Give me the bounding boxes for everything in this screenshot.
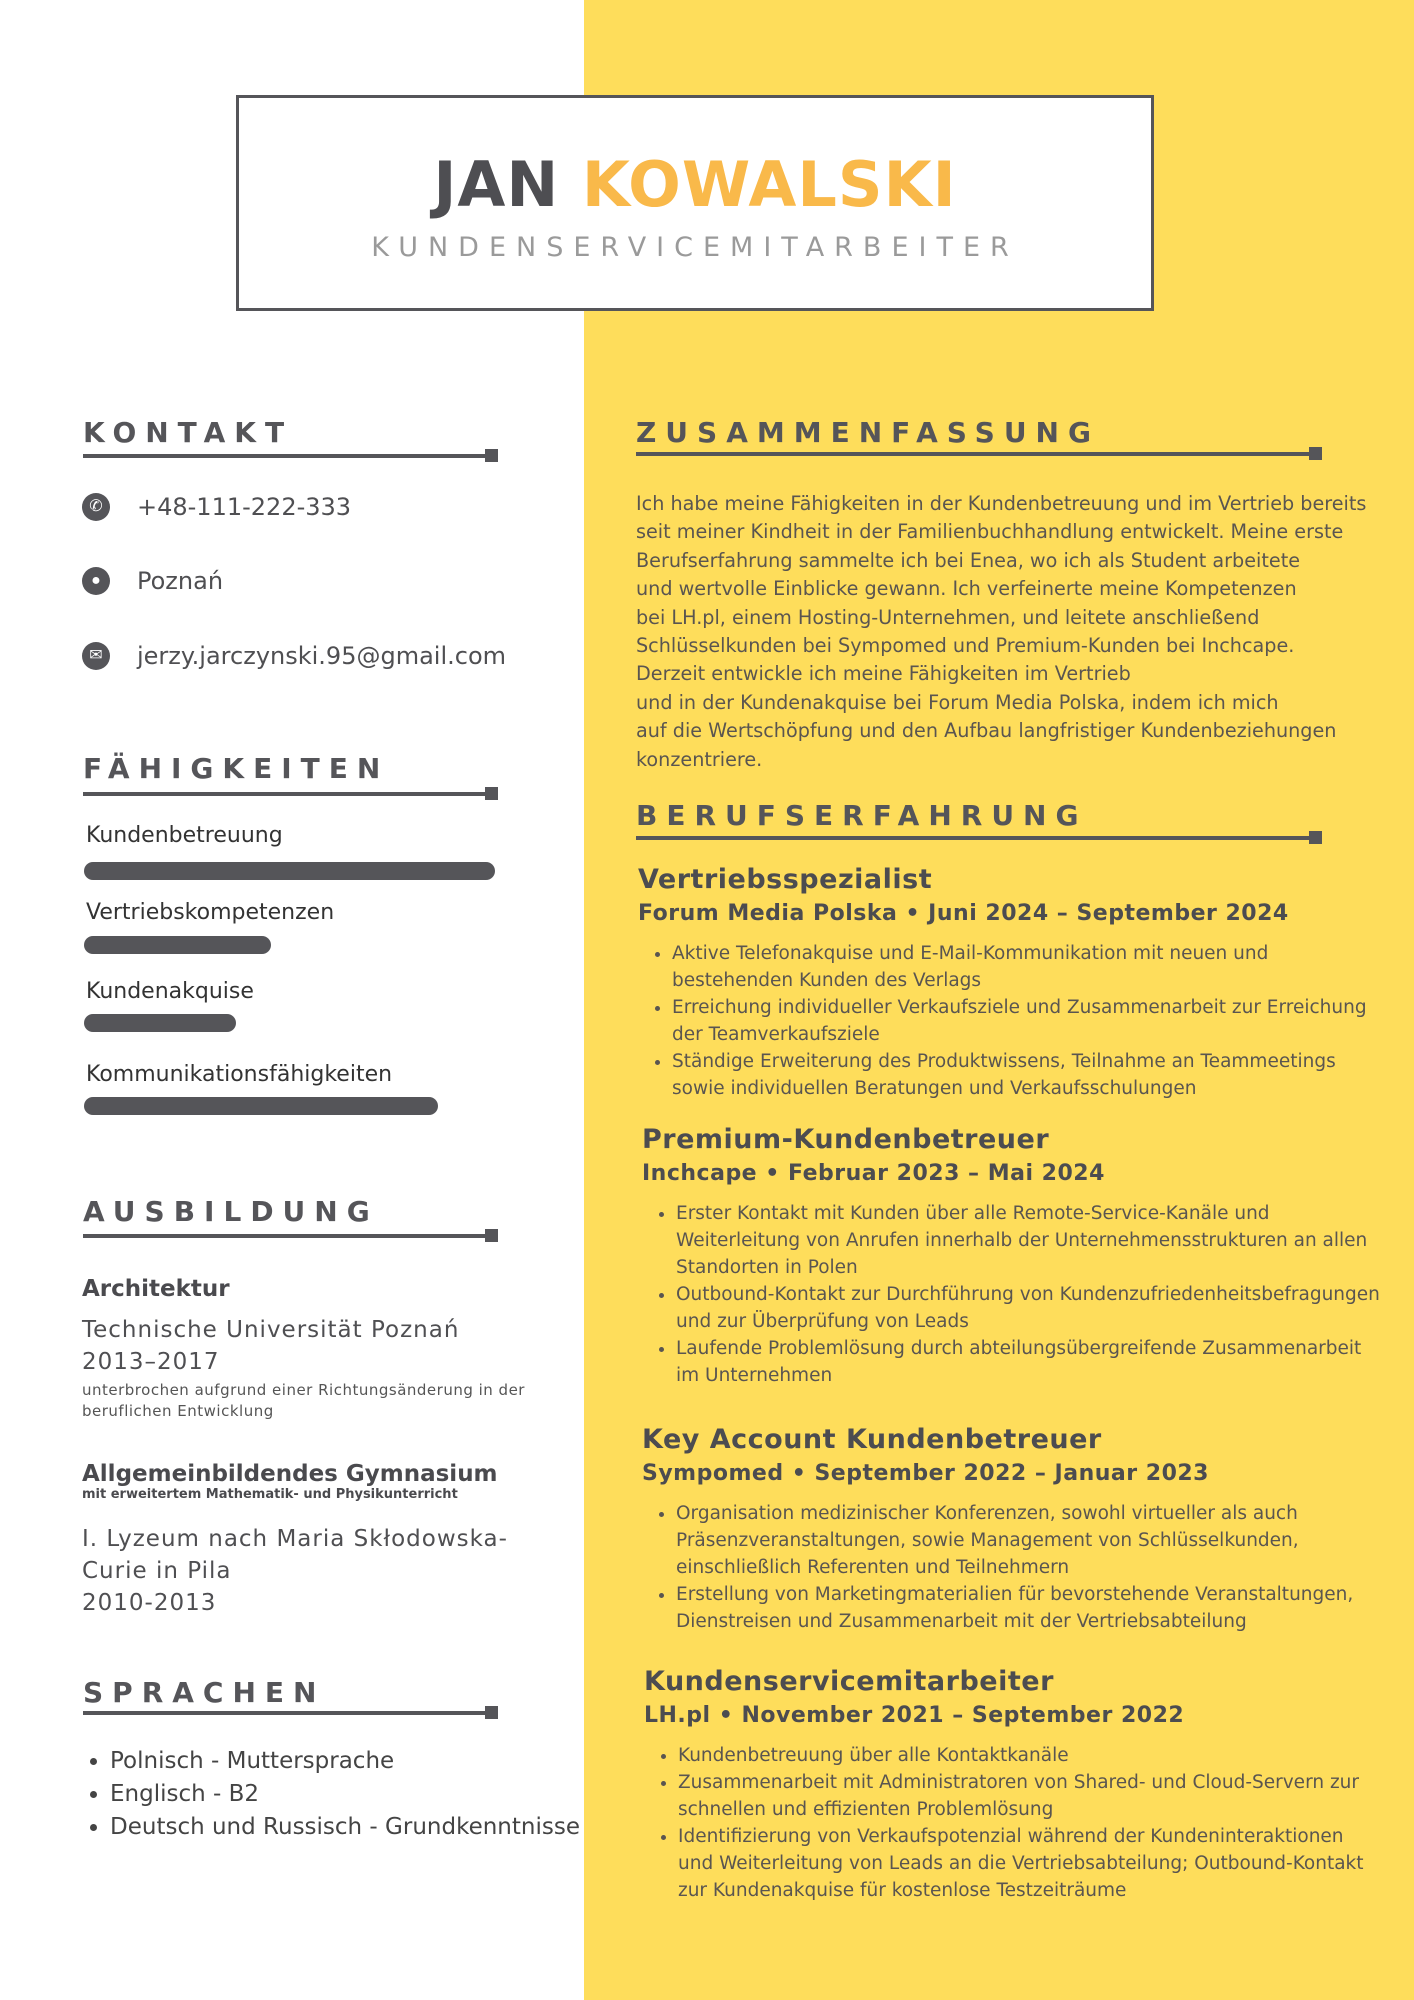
full-name (239, 148, 1151, 222)
education-years: 2010-2013 (82, 1590, 217, 1616)
job-title: Kundenservicemitarbeiter (644, 1666, 1054, 1697)
job-bullet: • Kundenbetreuung über alle Kontaktkanäle (678, 1742, 1384, 1769)
job-company-dates: Sympomed • September 2022 – Januar 2023 (642, 1461, 1209, 1486)
education-divider (83, 1234, 492, 1238)
education-institution: Technische Universität Poznań (82, 1317, 460, 1343)
education-degree: Architektur (82, 1276, 230, 1302)
language-item: • Deutsch und Russisch - Grundkenntnisse (110, 1811, 580, 1844)
summary-divider (636, 452, 1316, 456)
job-bullet: • Erreichung individueller Verkaufsziele und Zusammenarbeit zur Erreichung der Teamverkaufsziele (672, 994, 1378, 1048)
job-bullets (642, 1200, 1382, 1389)
summary-heading: ZUSAMMENFASSUNG (636, 416, 1100, 449)
education-note: unterbrochen aufgrund einer Richtungsänderung in der beruflichen Entwicklung (82, 1381, 525, 1420)
job-bullets (644, 1742, 1384, 1904)
envelope-icon: ✉ (82, 642, 110, 670)
skill-bar (84, 936, 271, 954)
first-name: JAN (433, 148, 560, 221)
skills-divider (83, 792, 492, 796)
skill-bar (84, 862, 495, 880)
skill-label: Vertriebskompetenzen (86, 900, 335, 925)
job-company-dates: Forum Media Polska • Juni 2024 – September 2024 (638, 901, 1289, 926)
job-title: KUNDENSERVICEMITARBEITER (371, 232, 1019, 263)
summary-text: Ich habe meine Fähigkeiten in der Kundenbetreuung und im Vertrieb bereits seit meiner Kindheit in der Familienbuchhandlung entwickelt. Meine erste Berufserfahrung sammelte ich bei Enea, wo ich als Student arbeitete und wertvolle Einblicke gewann. Ich verfeinerte meine Kompetenzen bei LH.pl, einem Hosting-Unternehmen, und leitete anschließend Schlüsselkunden bei Sympomed und Premium-Kunden bei Inchcape. Derzeit entwickle ich meine Fähigkeiten im Vertrieb und in der Kundenakquise bei Forum Media Polska, indem ich mich auf die Wertschöpfung und den Aufbau langfristiger Kundenbeziehungen konzentriere. (636, 492, 1367, 771)
job-title: Key Account Kundenbetreuer (642, 1424, 1102, 1455)
contact-phone (82, 493, 351, 521)
job-entry (644, 1664, 1384, 1904)
job-bullet: • Aktive Telefonakquise und E-Mail-Kommunikation mit neuen und bestehenden Kunden des Verlags (672, 940, 1378, 994)
education-degree: Allgemeinbildendes Gymnasium (82, 1461, 498, 1487)
location-text: Poznań (137, 567, 224, 595)
languages-heading: SPRACHEN (83, 1676, 326, 1709)
job-bullet: • Identifizierung von Verkaufspotenzial während der Kundeninteraktionen und Weiterleitung von Leads an die Vertriebsabteilung; Outbound-Kontakt zur Kundenakquise für kostenlose Testzeiträume (678, 1823, 1384, 1904)
contact-location (82, 567, 223, 595)
skill-label: Kundenakquise (86, 979, 254, 1004)
job-bullet: • Zusammenarbeit mit Administratoren von Shared- und Cloud-Servern zur schnellen und effizienten Problemlösung (678, 1769, 1384, 1823)
skills-heading: FÄHIGKEITEN (83, 752, 390, 785)
phone-icon: ✆ (82, 493, 110, 521)
phone-number[interactable]: +48-111-222-333 (137, 493, 352, 521)
languages-divider (83, 1711, 492, 1715)
job-entry (642, 1122, 1382, 1389)
job-bullets (642, 1500, 1382, 1635)
job-bullet: • Erster Kontakt mit Kunden über alle Remote-Service-Kanäle und Weiterleitung von Anrufen innerhalb der Unternehmensstrukturen an allen Standorten in Polen (676, 1200, 1382, 1281)
job-bullet: • Ständige Erweiterung des Produktwissens, Teilnahme an Teammeetings sowie individuellen Beratungen und Verkaufsschulungen (672, 1048, 1378, 1102)
job-title: Premium-Kundenbetreuer (642, 1124, 1050, 1155)
job-bullet: • Organisation medizinischer Konferenzen, sowohl virtueller als auch Präsenzveranstaltungen, sowie Management von Schlüsselkunden, einschließlich Referenten und Teilnehmern (676, 1500, 1382, 1581)
job-company-dates: Inchcape • Februar 2023 – Mai 2024 (642, 1161, 1105, 1186)
job-bullet: • Outbound-Kontakt zur Durchführung von Kundenzufriedenheitsbefragungen und zur Überprüfung von Leads (676, 1281, 1382, 1335)
education-subtitle: mit erweitertem Mathematik- und Physikunterricht (82, 1487, 458, 1502)
contact-email (82, 642, 506, 670)
job-company-dates: LH.pl • November 2021 – September 2022 (644, 1703, 1185, 1728)
language-item: • Englisch - B2 (110, 1778, 580, 1811)
experience-heading: BERUFSERFAHRUNG (636, 799, 1088, 832)
skill-bar (84, 1097, 438, 1115)
job-bullet: • Erstellung von Marketingmaterialien für bevorstehende Veranstaltungen, Dienstreisen und Zusammenarbeit mit der Vertriebsabteilung (676, 1581, 1382, 1635)
job-entry (642, 1422, 1382, 1635)
location-pin-icon: ● (82, 567, 110, 595)
job-title: Vertriebsspezialist (638, 864, 933, 895)
email-address[interactable]: jerzy.jarczynski.95@gmail.com (137, 642, 507, 670)
last-name: KOWALSKI (581, 148, 957, 221)
education-institution: I. Lyzeum nach Maria Skłodowska-Curie in Pila (82, 1526, 508, 1584)
skill-label: Kundenbetreuung (86, 823, 283, 848)
name-header (236, 95, 1154, 311)
contact-divider (83, 454, 492, 458)
skill-label: Kommunikationsfähigkeiten (86, 1062, 393, 1087)
education-years: 2013–2017 (82, 1349, 220, 1375)
job-bullet: • Laufende Problemlösung durch abteilungsübergreifende Zusammenarbeit im Unternehmen (676, 1335, 1382, 1389)
language-item: • Polnisch - Muttersprache (110, 1745, 580, 1778)
experience-divider (636, 836, 1316, 840)
language-list (84, 1745, 580, 1844)
contact-heading: KONTAKT (83, 416, 294, 449)
job-bullets (638, 940, 1378, 1102)
education-heading: AUSBILDUNG (83, 1195, 379, 1228)
job-entry (638, 862, 1378, 1102)
skill-bar (84, 1014, 236, 1032)
